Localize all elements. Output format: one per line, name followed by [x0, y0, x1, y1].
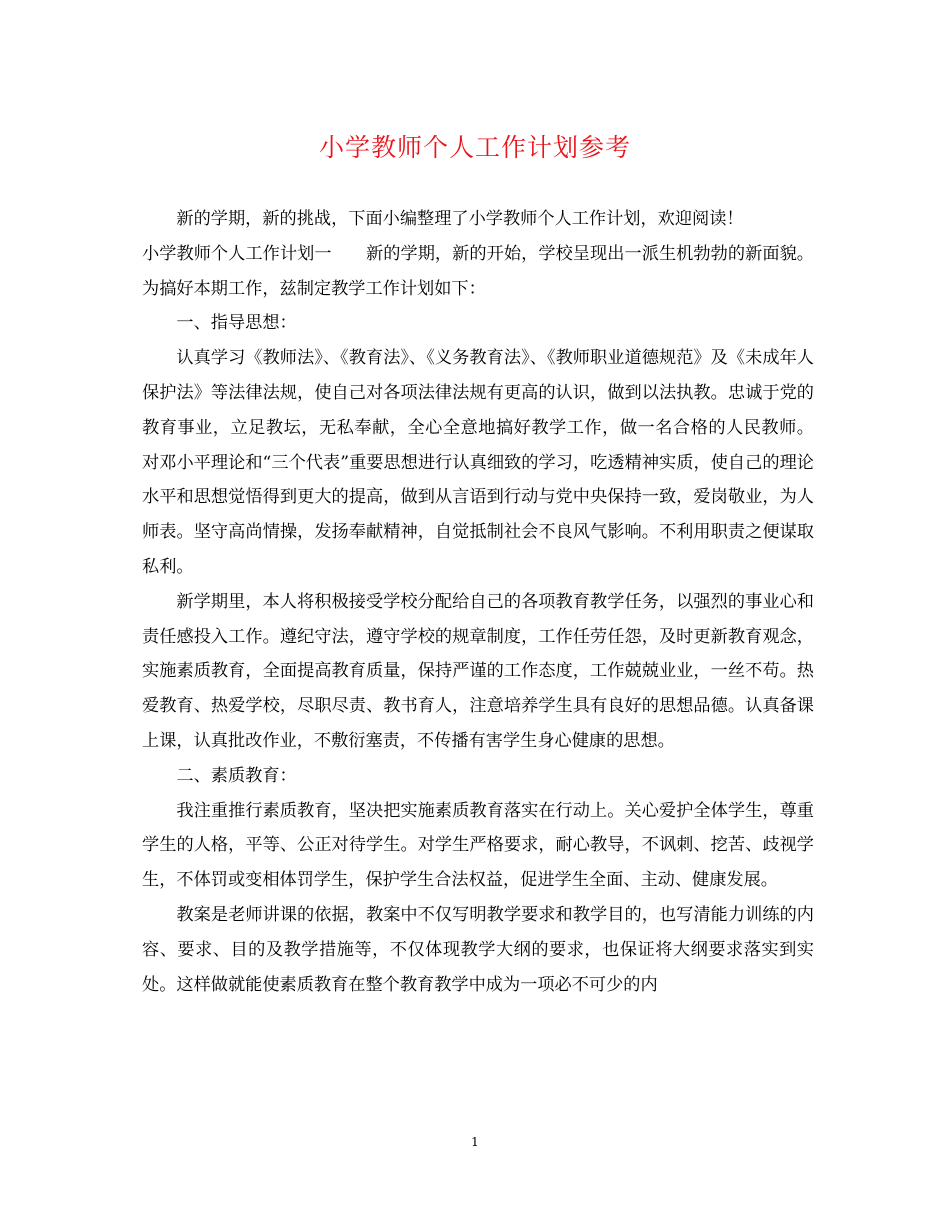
paragraph-lesson-plan: 教案是老师讲课的依据，教案中不仅写明教学要求和教学目的，也写清能力训练的内容、要求、目的及教学措施等，不仅体现教学大纲的要求，也保证将大纲要求落实到实处。这样做就能使素质教育在整个教育教学中成为一项必不可少的内 — [142, 904, 814, 995]
document-title: 小学教师个人工作计划参考 — [318, 133, 631, 162]
paragraph-new-term: 新学期里，本人将积极接受学校分配给自己的各项教育教学任务，以强烈的事业心和责任感投入工作。遵纪守法，遵守学校的规章制度，工作任劳任怨，及时更新教育观念，实施素质教育，全面提高教育质量，保持严谨的工作态度，工作兢兢业业，一丝不苟。热爱教育、热爱学校，尽职尽责、教书育人，注意培养学生具有良好的思想品德。认真备课上课，认真批改作业，不敷衍塞责，不传播有害学生身心健康的思想。 — [142, 591, 814, 751]
document-body — [142, 202, 814, 1002]
paragraph-quality-education: 我注重推行素质教育，坚决把实施素质教育落实在行动上。关心爱护全体学生，尊重学生的人格，平等、公正对待学生。对学生严格要求，耐心教导，不讽刺、挖苦、歧视学生，不体罚或变相体罚学生，保护学生合法权益，促进学生全面、主动、健康发展。 — [142, 800, 814, 891]
page-number: 1 — [471, 1135, 479, 1149]
paragraph-plan-one: 小学教师个人工作计划一 新的学期，新的开始，学校呈现出一派生机勃勃的新面貌。为搞好本期工作，兹制定教学工作计划如下： — [142, 243, 814, 299]
section-heading-quality-education: 二、素质教育： — [176, 765, 297, 786]
paragraph-intro: 新的学期，新的挑战，下面小编整理了小学教师个人工作计划，欢迎阅读！ — [176, 209, 744, 229]
section-heading-guiding-thought: 一、指导思想： — [176, 313, 297, 334]
paragraph-laws: 认真学习《教师法》、《教育法》、《义务教育法》、《教师职业道德规范》及《未成年人保护法》等法律法规，使自己对各项法律法规有更高的认识，做到以法执教。忠诚于党的教育事业，立足教坛，无私奉献，全心全意地搞好教学工作，做一名合格的人民教师。 对邓小平理论和“三个代表”重要思想进行认真细致的学习，吃透精神实质，使自己的理论水平和思想觉悟得到更大的提高，做到从言语到行动与党中央保持一致，爱岗敬业，为人师表。坚守高尚情操，发扬奉献精神，自觉抵制社会不良风气影响。不利用职责之便谋取私利。 — [142, 348, 814, 577]
